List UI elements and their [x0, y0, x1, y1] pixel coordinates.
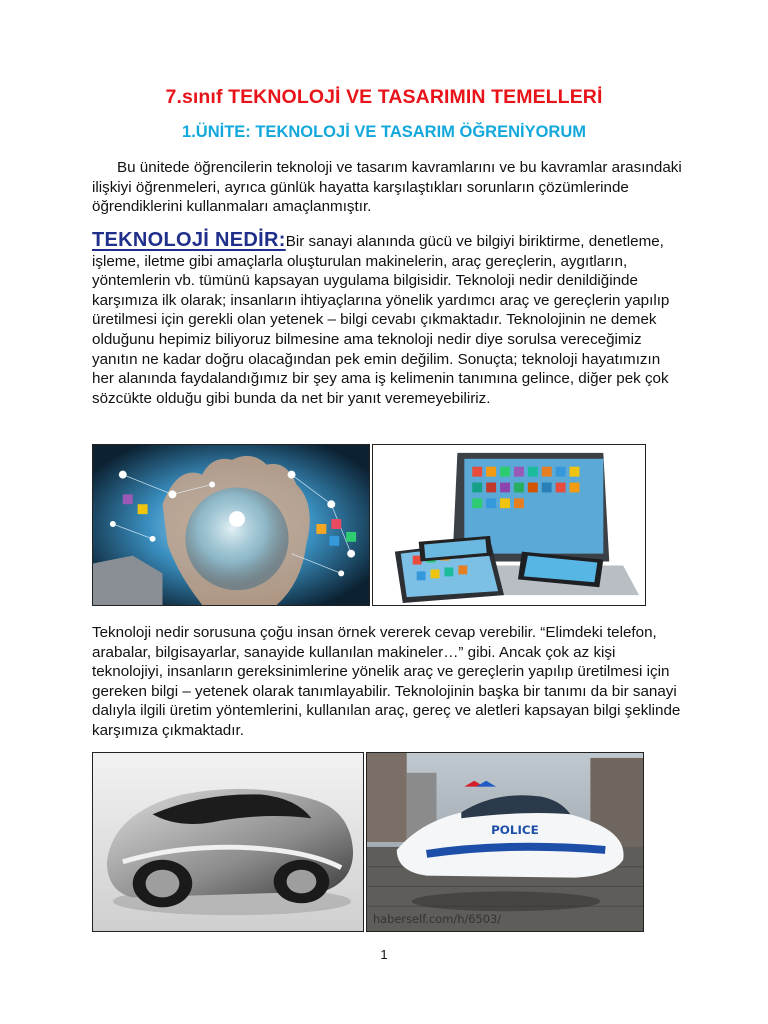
flying-police-car-image	[366, 752, 644, 932]
definition-paragraph	[92, 231, 682, 408]
page-title: 7.sınıf TEKNOLOJİ VE TASARIMIN TEMELLERİ	[165, 86, 603, 108]
page-number: 1	[380, 947, 388, 962]
unit-subtitle: 1.ÜNİTE: TEKNOLOJİ VE TASARIM ÖĞRENİYORUM	[182, 123, 586, 141]
police-label: POLICE	[491, 823, 539, 838]
futuristic-car-image	[92, 752, 364, 932]
intro-paragraph: Bu ünitede öğrencilerin teknoloji ve tasarım kavramlarını ve bu kavramlar arasındaki ilişkiyi öğrenmeleri, ayrıca günlük hayatta karşılaştıkları sorunların çözümlerinde öğrendiklerini kullanmaları amaçlanmıştır.	[92, 159, 682, 216]
technology-network-hand-image	[92, 444, 370, 606]
watermark-caption: haberself.com/h/6503/	[372, 912, 502, 927]
second-paragraph: Teknoloji nedir sorusuna çoğu insan örnek vererek cevap verebilir. “Elimdeki telefon, arabalar, bilgisayarlar, sanayide kullanılan makineler…” gibi. Ancak çok az kişi teknolojiyi, insanların gereksinimlerine yönelik araç ve gereçlerin yapılıp üretilmesi için gereken bilgi – yetenek olarak tanımlayabilir. Teknolojinin başka bir tanımı da bir sanayi dalıyla ilgili üretim yöntemlerini, kullanılan araç, gereç ve aletleri kapsayan bilgi şeklinde karşımıza çıkmaktadır.	[92, 624, 681, 739]
definition-text: Bir sanayi alanında gücü ve bilgiyi biriktirme, denetleme, işleme, iletme gibi amaçlarla oluşturulan makinelerin, araç gereçlerin, aygıtların, yöntemlerin vb. tümünü kapsayan uygulama bilgisidir. Teknoloji nedir denildiğinde karşımıza ilk olarak; insanların ihtiyaçlarına yönelik yardımcı araç ve gereçlerin yapılıp üretilmesi için gerekli olan yetenek – bilgi cevabı çıkmaktadır. Teknolojinin ne demek olduğunu hepimiz biliyoruz bilmesine ama teknoloji nedir diye sorulsa vereceğimiz yanıtın ne kadar doğru olacağından pek emin değilim. Sonuçta; teknoloji hayatımızın her alanında faydalandığımız bir şey ama iş kelimenin tanımına gelince, diğer pek çok sözcükte olduğu gibi bunda da net bir yanıt veremeyebiliriz.	[92, 233, 670, 407]
laptop-tablet-phones-image	[372, 444, 646, 606]
definition-heading: TEKNOLOJİ NEDİR:	[92, 229, 286, 251]
